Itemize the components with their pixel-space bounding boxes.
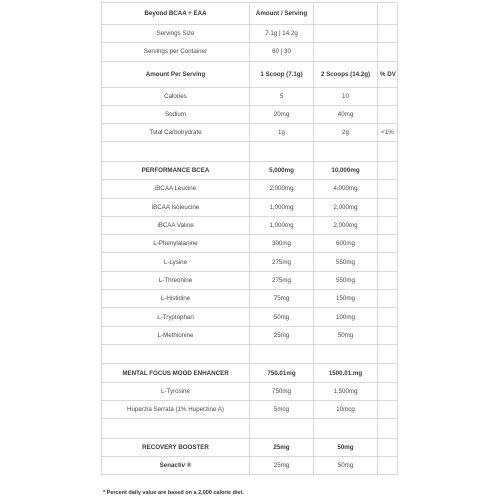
nutrient-label: iBCAA Valine: [102, 216, 250, 234]
two-scoop-amount: 10mcg: [314, 401, 378, 419]
one-scoop-amount: 25mg: [250, 438, 314, 456]
nutrient-label: PERFORMANCE BCEA: [102, 161, 250, 179]
daily-value: [378, 198, 398, 216]
supplement-facts-table: [101, 2, 398, 475]
nutrient-row: [102, 105, 398, 123]
nutrient-label: L-Methionine: [102, 326, 250, 344]
spacer-cell: [250, 344, 314, 364]
one-scoop-amount: 60 | 30: [250, 43, 314, 61]
two-scoop-amount: 50mg: [314, 457, 378, 475]
two-scoop-amount: 550mg: [314, 271, 378, 289]
spacer-cell: [314, 419, 378, 439]
daily-value: [378, 161, 398, 179]
daily-value: [378, 105, 398, 123]
nutrient-label: Calories: [102, 87, 250, 105]
one-scoop-amount: 750.01mg: [250, 364, 314, 382]
nutrient-row: [102, 87, 398, 105]
nutrient-label: L-Threonine: [102, 271, 250, 289]
nutrient-label: Servings per Container: [102, 43, 250, 61]
two-scoop-amount: 4,000mg: [314, 180, 378, 198]
daily-value: [378, 87, 398, 105]
nutrient-label: MENTAL FOCUS MOOD ENHANCER: [102, 364, 250, 382]
amount-per-serving-row: [102, 61, 398, 87]
header-empty-cell: [378, 3, 398, 25]
two-scoop-amount: [314, 25, 378, 43]
one-scoop-amount: 275mg: [250, 253, 314, 271]
header-empty-cell: [314, 3, 378, 25]
spacer-cell: [250, 142, 314, 162]
two-scoop-amount: 50mg: [314, 326, 378, 344]
two-scoop-amount: 100mg: [314, 308, 378, 326]
spacer-cell: [314, 344, 378, 364]
nutrient-label: iBCAA Isoleucine: [102, 198, 250, 216]
daily-value: [378, 25, 398, 43]
ingredient-row: [102, 271, 398, 289]
two-scoop-amount: 2g: [314, 124, 378, 142]
nutrient-row: [102, 124, 398, 142]
supplement-facts-body: [102, 3, 398, 475]
footnote: * Percent daily value are based on a 2,000 calorie diet.: [103, 490, 244, 496]
nutrient-label: Amount Per Serving: [102, 61, 250, 87]
daily-value: [378, 290, 398, 308]
header-row: [102, 3, 398, 25]
product-name-cell: Beyond BCAA + EAA: [102, 3, 250, 25]
daily-value: [378, 438, 398, 456]
ingredient-row: [102, 457, 398, 475]
nutrient-label: L-Tyrosine: [102, 382, 250, 400]
two-scoop-amount: 150mg: [314, 290, 378, 308]
serving-info-row: [102, 25, 398, 43]
two-scoop-amount: 10,000mg: [314, 161, 378, 179]
spacer-cell: [378, 419, 398, 439]
spacer-row: [102, 419, 398, 439]
ingredient-row: [102, 326, 398, 344]
one-scoop-amount: 1,000mg: [250, 216, 314, 234]
spacer-cell: [250, 419, 314, 439]
one-scoop-amount: 1 Scoop (7.1g): [250, 61, 314, 87]
ingredient-row: [102, 180, 398, 198]
daily-value: [378, 43, 398, 61]
nutrient-label: Total Carbohydrate: [102, 124, 250, 142]
daily-value: [378, 382, 398, 400]
spacer-cell: [102, 142, 250, 162]
one-scoop-amount: 275mg: [250, 271, 314, 289]
ingredient-row: [102, 216, 398, 234]
spacer-row: [102, 344, 398, 364]
ingredient-row: [102, 198, 398, 216]
nutrient-label: L-Phenylalanine: [102, 235, 250, 253]
nutrient-label: Senactiv ®: [102, 457, 250, 475]
one-scoop-amount: 20mg: [250, 105, 314, 123]
two-scoop-amount: 2,000mg: [314, 198, 378, 216]
two-scoop-amount: 1500.01.mg: [314, 364, 378, 382]
spacer-cell: [314, 142, 378, 162]
one-scoop-amount: 1,000mg: [250, 198, 314, 216]
one-scoop-amount: 1g: [250, 124, 314, 142]
spacer-cell: [102, 344, 250, 364]
one-scoop-amount: 2,000mg: [250, 180, 314, 198]
spacer-cell: [378, 142, 398, 162]
nutrient-label: L-Tryptophan: [102, 308, 250, 326]
ingredient-row: [102, 253, 398, 271]
daily-value: [378, 457, 398, 475]
daily-value: [378, 308, 398, 326]
amount-serving-header: Amount / Serving: [250, 3, 314, 25]
daily-value: [378, 235, 398, 253]
two-scoop-amount: [314, 43, 378, 61]
two-scoop-amount: 50mg: [314, 438, 378, 456]
section-header-mood: [102, 364, 398, 382]
two-scoop-amount: 10: [314, 87, 378, 105]
daily-value: [378, 401, 398, 419]
ingredient-row: [102, 290, 398, 308]
one-scoop-amount: 5mcg: [250, 401, 314, 419]
one-scoop-amount: 25mg: [250, 326, 314, 344]
nutrient-label: Sodium: [102, 105, 250, 123]
nutrient-label: L-Lysine: [102, 253, 250, 271]
spacer-cell: [378, 344, 398, 364]
daily-value: [378, 271, 398, 289]
daily-value: [378, 364, 398, 382]
two-scoop-amount: 1,500mg: [314, 382, 378, 400]
nutrient-label: Servings Size: [102, 25, 250, 43]
ingredient-row: [102, 401, 398, 419]
daily-value: % DV: [378, 61, 398, 87]
two-scoop-amount: 550mg: [314, 253, 378, 271]
ingredient-row: [102, 235, 398, 253]
daily-value: <1%: [378, 124, 398, 142]
one-scoop-amount: 5,000mg: [250, 161, 314, 179]
one-scoop-amount: 50mg: [250, 308, 314, 326]
serving-info-row: [102, 43, 398, 61]
one-scoop-amount: 750mg: [250, 382, 314, 400]
daily-value: [378, 216, 398, 234]
two-scoop-amount: 40mg: [314, 105, 378, 123]
spacer-cell: [102, 419, 250, 439]
nutrient-label: RECOVERY BOOSTER: [102, 438, 250, 456]
two-scoop-amount: 600mg: [314, 235, 378, 253]
daily-value: [378, 326, 398, 344]
daily-value: [378, 253, 398, 271]
one-scoop-amount: 5: [250, 87, 314, 105]
one-scoop-amount: 25mg: [250, 457, 314, 475]
nutrient-label: Huperzia Serrata (1% Huperzine A): [102, 401, 250, 419]
spacer-row: [102, 142, 398, 162]
nutrient-label: iBCAA Leucine: [102, 180, 250, 198]
section-header-bcea: [102, 161, 398, 179]
ingredient-row: [102, 382, 398, 400]
two-scoop-amount: 2 Scoops (14.2g): [314, 61, 378, 87]
section-header-recovery: [102, 438, 398, 456]
nutrient-label: L-Histidine: [102, 290, 250, 308]
ingredient-row: [102, 308, 398, 326]
daily-value: [378, 180, 398, 198]
two-scoop-amount: 2,000mg: [314, 216, 378, 234]
one-scoop-amount: 7.1g | 14.2g: [250, 25, 314, 43]
one-scoop-amount: 300mg: [250, 235, 314, 253]
one-scoop-amount: 75mg: [250, 290, 314, 308]
